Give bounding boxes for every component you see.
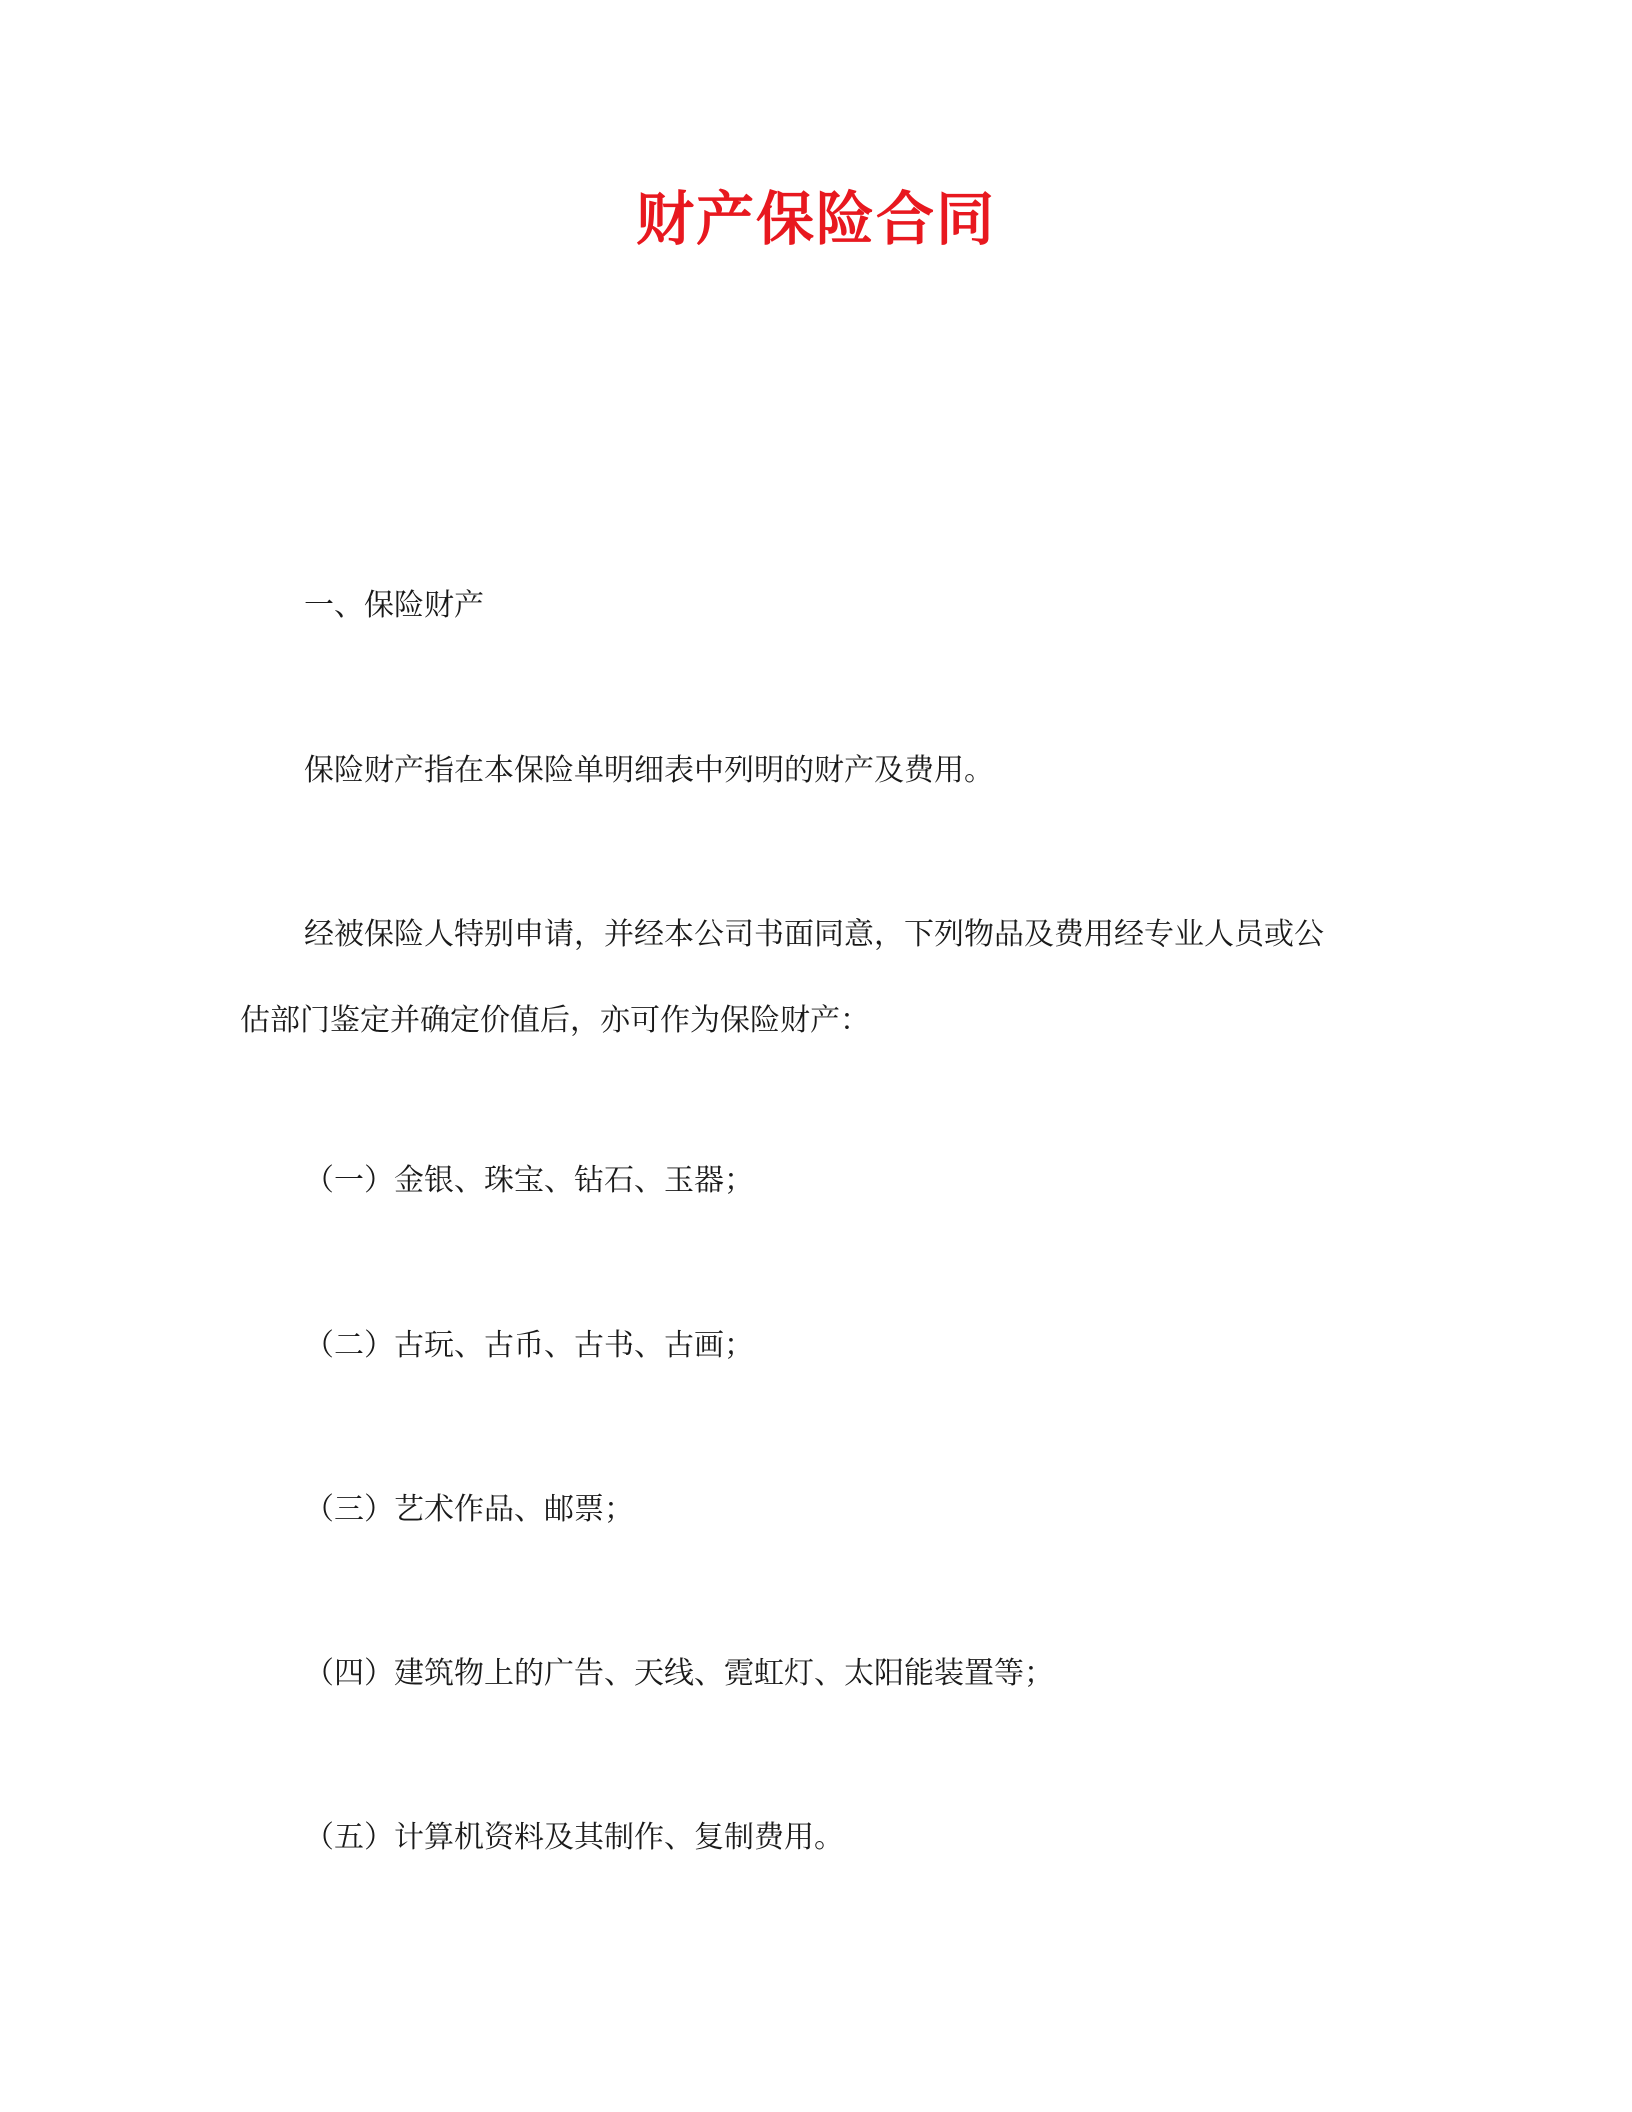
list-item: （三）艺术作品、邮票；	[304, 1492, 634, 1527]
document-title: 财产保险合同	[635, 185, 996, 253]
paragraph-1: 保险财产指在本保险单明细表中列明的财产及费用。	[304, 753, 994, 788]
paragraph-2-line-1: 经被保险人特别申请，并经本公司书面同意，下列物品及费用经专业人员或公	[304, 917, 1324, 952]
list-item: （四）建筑物上的广告、天线、霓虹灯、太阳能装置等；	[304, 1656, 1054, 1691]
paragraph-2-line-2: 估部门鉴定并确定价值后，亦可作为保险财产：	[240, 1003, 870, 1038]
list-item: （一）金银、珠宝、钻石、玉器；	[304, 1163, 754, 1198]
section-heading: 一、保险财产	[304, 588, 484, 623]
list-item: （五）计算机资料及其制作、复制费用。	[304, 1820, 844, 1855]
list-item: （二）古玩、古币、古书、古画；	[304, 1328, 754, 1363]
